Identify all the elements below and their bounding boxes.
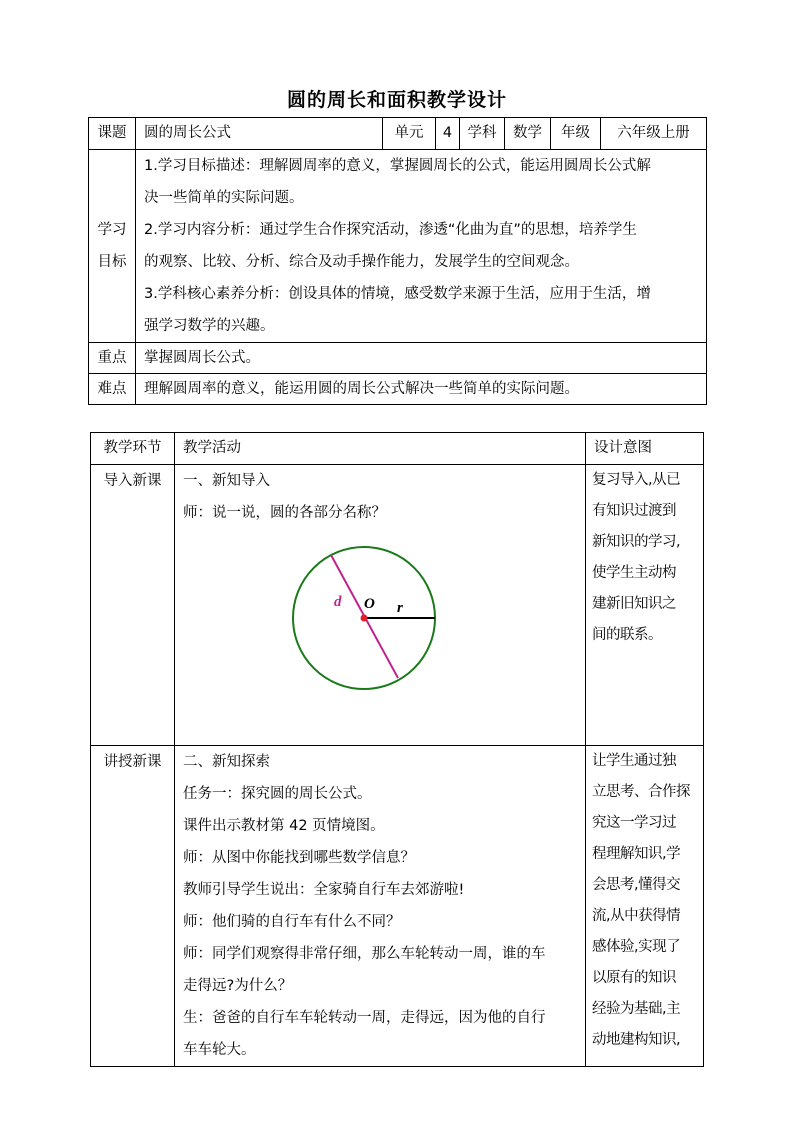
difficulty-value: 理解圆周率的意义，能运用圆的周长公式解决一些简单的实际问题。 — [136, 374, 707, 405]
goal-line: 决一些简单的实际问题。 — [144, 190, 304, 206]
grade-label: 年级 — [551, 118, 601, 150]
subject-label: 学科 — [460, 118, 505, 150]
intent-line: 感体验,实现了 — [592, 939, 681, 955]
activity-line: 走得远?为什么？ — [183, 978, 293, 994]
intent-line: 有知识过渡到 — [592, 503, 676, 519]
intent-line: 究这一学习过 — [592, 815, 676, 831]
stage-intro — [91, 465, 175, 746]
goal-line: 2.学习内容分析：通过学生合作探究活动，渗透“化曲为直”的思想，培养学生 — [144, 222, 637, 238]
activity-explore — [175, 746, 586, 1067]
activity-line: 任务一：探究圆的周长公式。 — [183, 786, 372, 802]
intent-line: 以原有的知识 — [592, 970, 676, 986]
topic-label: 课题 — [89, 118, 136, 150]
activity-line: 师：同学们观察得非常仔细，那么车轮转动一周，谁的车 — [183, 946, 546, 962]
activity-line: 二、新知探索 — [183, 754, 270, 770]
intent-line: 建新旧知识之 — [592, 596, 676, 612]
document-title: 圆的周长和面积教学设计 — [286, 89, 507, 111]
intent-line: 新知识的学习, — [592, 534, 681, 550]
header-intent: 设计意图 — [586, 433, 704, 465]
key-point-value: 掌握圆周长公式。 — [136, 343, 707, 374]
activity-line: 课件出示教材第 42 页情境图。 — [183, 818, 385, 834]
intent-line: 让学生通过独 — [592, 753, 676, 769]
intent-line: 会思考,懂得交 — [592, 877, 681, 893]
subject-value: 数学 — [505, 118, 551, 150]
header-stage: 教学环节 — [91, 433, 175, 465]
stage-intro-label: 导入新课 — [103, 473, 162, 489]
intent-line: 使学生主动构 — [592, 565, 676, 581]
diameter-label: d — [334, 594, 342, 610]
intent-line: 立思考、合作探 — [592, 784, 690, 800]
header-activity: 教学活动 — [175, 433, 586, 465]
intent-line: 动地建构知识, — [592, 1032, 681, 1048]
grade-value: 六年级上册 — [601, 118, 707, 150]
difficulty-label: 难点 — [89, 374, 136, 405]
intent-intro — [586, 465, 704, 746]
teaching-process-table — [90, 432, 704, 1067]
stage-explore-label: 讲授新课 — [103, 754, 162, 770]
goal-line: 的观察、比较、分析、综合及动手操作能力，发展学生的空间观念。 — [144, 254, 579, 270]
key-point-label: 重点 — [89, 343, 136, 374]
intent-line: 间的联系。 — [592, 627, 662, 643]
goals-label-line1: 学习 — [97, 222, 127, 238]
activity-line: 师：说一说，圆的各部分名称？ — [183, 505, 386, 521]
goals-label-line2: 目标 — [97, 254, 127, 270]
intent-line: 流,从中获得情 — [592, 908, 681, 924]
unit-label: 单元 — [383, 118, 436, 150]
activity-line: 生：爸爸的自行车车轮转动一周，走得远，因为他的自行 — [183, 1010, 546, 1026]
goal-line: 1.学习目标描述：理解圆周率的意义，掌握圆周长的公式，能运用圆周长公式解 — [144, 158, 651, 174]
goals-label — [89, 150, 136, 343]
goal-line: 强学习数学的兴趣。 — [144, 318, 275, 334]
goals-content — [136, 150, 707, 343]
lesson-info-table — [88, 117, 707, 405]
intent-line: 经验为基础,主 — [592, 1001, 681, 1017]
activity-intro — [175, 465, 586, 746]
intent-line: 程理解知识,学 — [592, 846, 681, 862]
stage-explore — [91, 746, 175, 1067]
goal-line: 3.学科核心素养分析：创设具体的情境，感受数学来源于生活，应用于生活，增 — [144, 286, 651, 302]
center-point — [361, 615, 368, 622]
unit-value: 4 — [436, 118, 460, 150]
activity-line: 师：他们骑的自行车有什么不同？ — [183, 914, 401, 930]
circle-diagram — [291, 545, 441, 691]
activity-line: 教师引导学生说出：全家骑自行车去郊游啦! — [183, 882, 465, 898]
radius-label: r — [397, 600, 403, 616]
intent-explore — [586, 746, 704, 1067]
center-label: O — [364, 596, 375, 612]
activity-line: 师：从图中你能找到哪些数学信息？ — [183, 850, 415, 866]
intent-line: 复习导入,从已 — [592, 472, 681, 488]
activity-line: 车车轮大。 — [183, 1042, 256, 1058]
activity-line: 一、新知导入 — [183, 473, 270, 489]
topic-value: 圆的周长公式 — [136, 118, 383, 150]
